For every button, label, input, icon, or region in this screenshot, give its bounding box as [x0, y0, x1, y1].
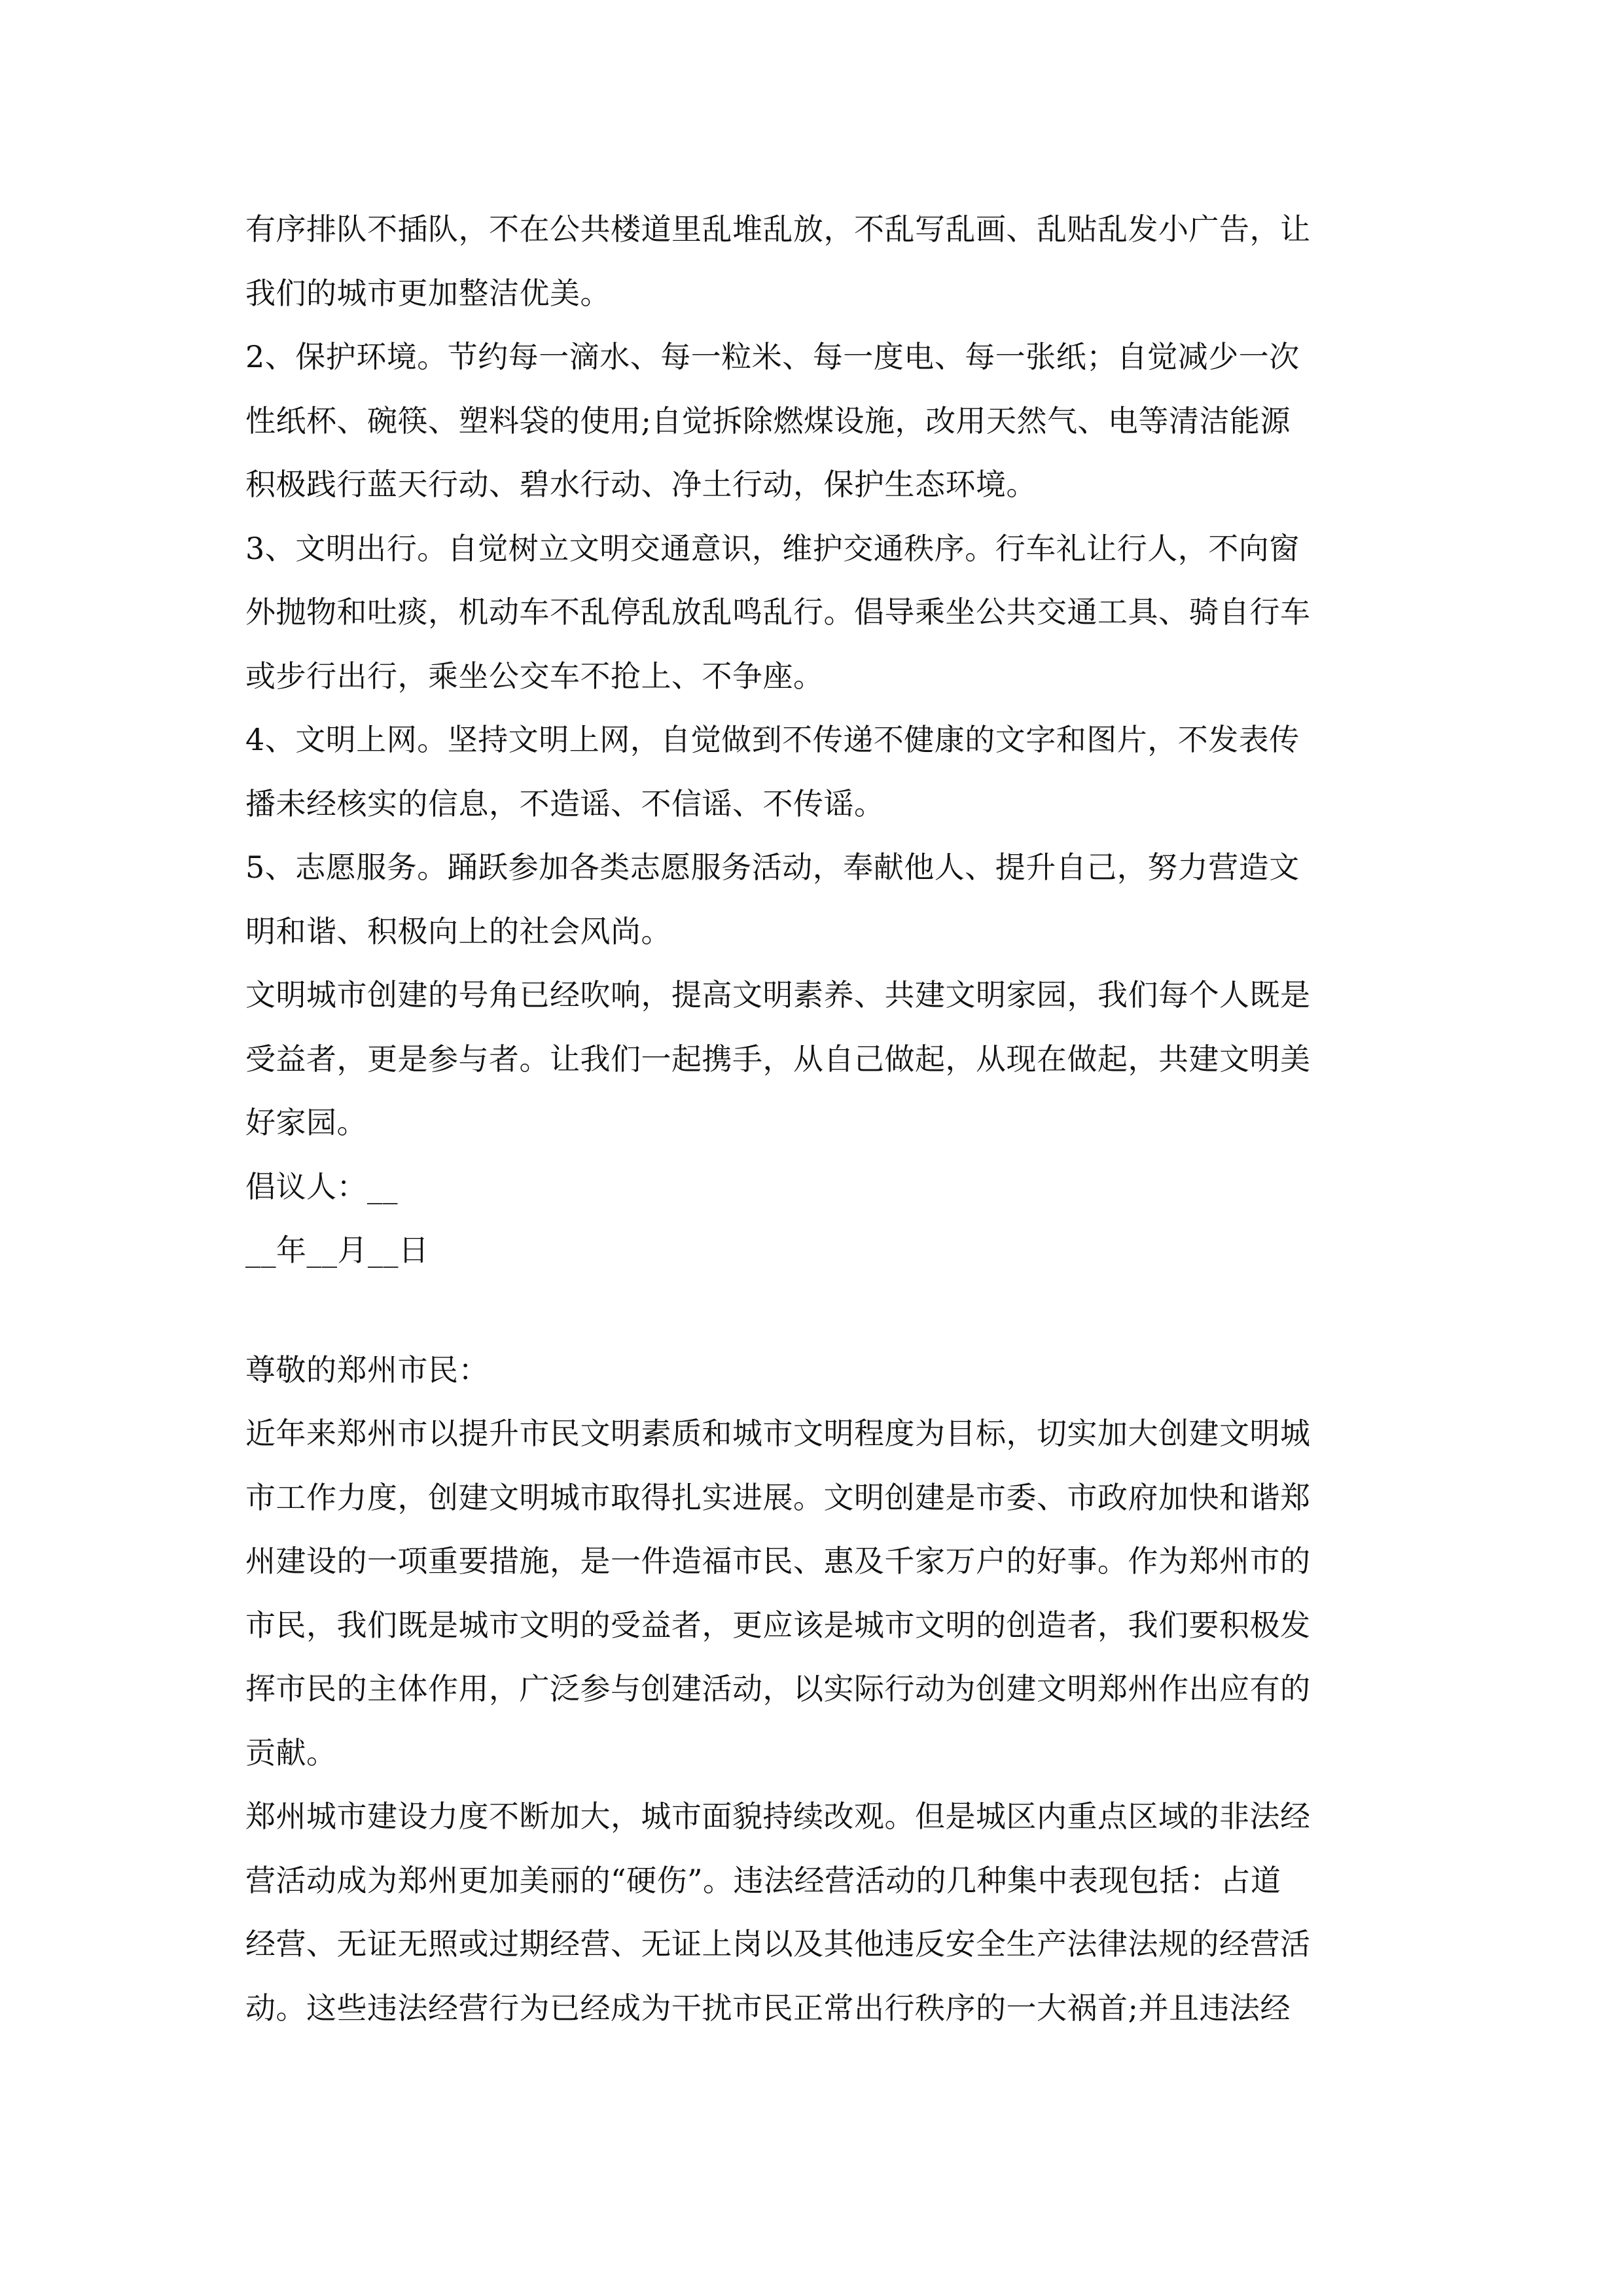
paragraph-line: 近年来郑州市以提升市民文明素质和城市文明程度为目标，切实加大创建文明城: [245, 1416, 1311, 1451]
paragraph-line: 明和谐、积极向上的社会风尚。: [245, 913, 671, 949]
proposal-continuation: [245, 198, 1381, 1283]
paragraph-line: 外抛物和吐痰，机动车不乱停乱放乱鸣乱行。倡导乘坐公共交通工具、骑自行车: [245, 594, 1311, 630]
salutation: 尊敬的郑州市民：: [245, 1352, 489, 1388]
paragraph-line: 贡献。: [245, 1734, 337, 1770]
paragraph-line: 营活动成为郑州更加美丽的“硬伤”。违法经营活动的几种集中表现包括：占道: [245, 1862, 1281, 1898]
paragraph-line: 郑州城市建设力度不断加大，城市面貌持续改观。但是城区内重点区域的非法经: [245, 1799, 1311, 1834]
paragraph-line: 5、志愿服务。踊跃参加各类志愿服务活动，奉献他人、提升自己，努力营造文: [245, 850, 1300, 885]
paragraph-line: 播未经核实的信息，不造谣、不信谣、不传谣。: [245, 785, 885, 821]
paragraph-line: 我们的城市更加整洁优美。: [245, 275, 611, 311]
paragraph-line: 3、文明出行。自觉树立文明交通意识，维护交通秩序。行车礼让行人，不向窗: [245, 530, 1300, 566]
paragraph-line: 受益者，更是参与者。让我们一起携手，从自己做起，从现在做起，共建文明美: [245, 1041, 1311, 1077]
paragraph-line: 或步行出行，乘坐公交车不抢上、不争座。: [245, 658, 824, 694]
letter-to-citizens: [245, 1338, 1381, 2041]
paragraph-line: 好家园。: [245, 1105, 367, 1140]
paragraph-line: 市民，我们既是城市文明的受益者，更应该是城市文明的创造者，我们要积极发: [245, 1607, 1311, 1643]
paragraph-line: 经营、无证无照或过期经营、无证上岗以及其他违反安全生产法律法规的经营活: [245, 1926, 1311, 1962]
paragraph-line: 有序排队不插队，不在公共楼道里乱堆乱放，不乱写乱画、乱贴乱发小广告，让: [245, 211, 1311, 247]
paragraph-line: 市工作力度，创建文明城市取得扎实进展。文明创建是市委、市政府加快和谐郑: [245, 1479, 1311, 1515]
paragraph-line: 挥市民的主体作用，广泛参与创建活动，以实际行动为创建文明郑州作出应有的: [245, 1671, 1311, 1706]
paragraph-line: 文明城市创建的号角已经吹响，提高文明素养、共建文明家园，我们每个人既是: [245, 977, 1311, 1013]
paragraph-line: 4、文明上网。坚持文明上网，自觉做到不传递不健康的文字和图片，不发表传: [245, 722, 1300, 757]
paragraph-line: 性纸杯、碗筷、塑料袋的使用;自觉拆除燃煤设施，改用天然气、电等清洁能源: [245, 403, 1291, 439]
date-line: __年__月__日: [245, 1232, 429, 1268]
paragraph-line: 积极践行蓝天行动、碧水行动、净土行动，保护生态环境。: [245, 467, 1037, 502]
paragraph-line: 州建设的一项重要措施，是一件造福市民、惠及千家万户的好事。作为郑州市的: [245, 1543, 1311, 1579]
text-body: [245, 198, 1381, 2040]
paragraph-line: 动。这些违法经营行为已经成为干扰市民正常出行秩序的一大祸首;并且违法经: [245, 1990, 1291, 2026]
paragraph-line: 2、保护环境。节约每一滴水、每一粒米、每一度电、每一张纸；自觉减少一次: [245, 339, 1300, 374]
proposer-signature-line: 倡议人：__: [245, 1168, 398, 1204]
